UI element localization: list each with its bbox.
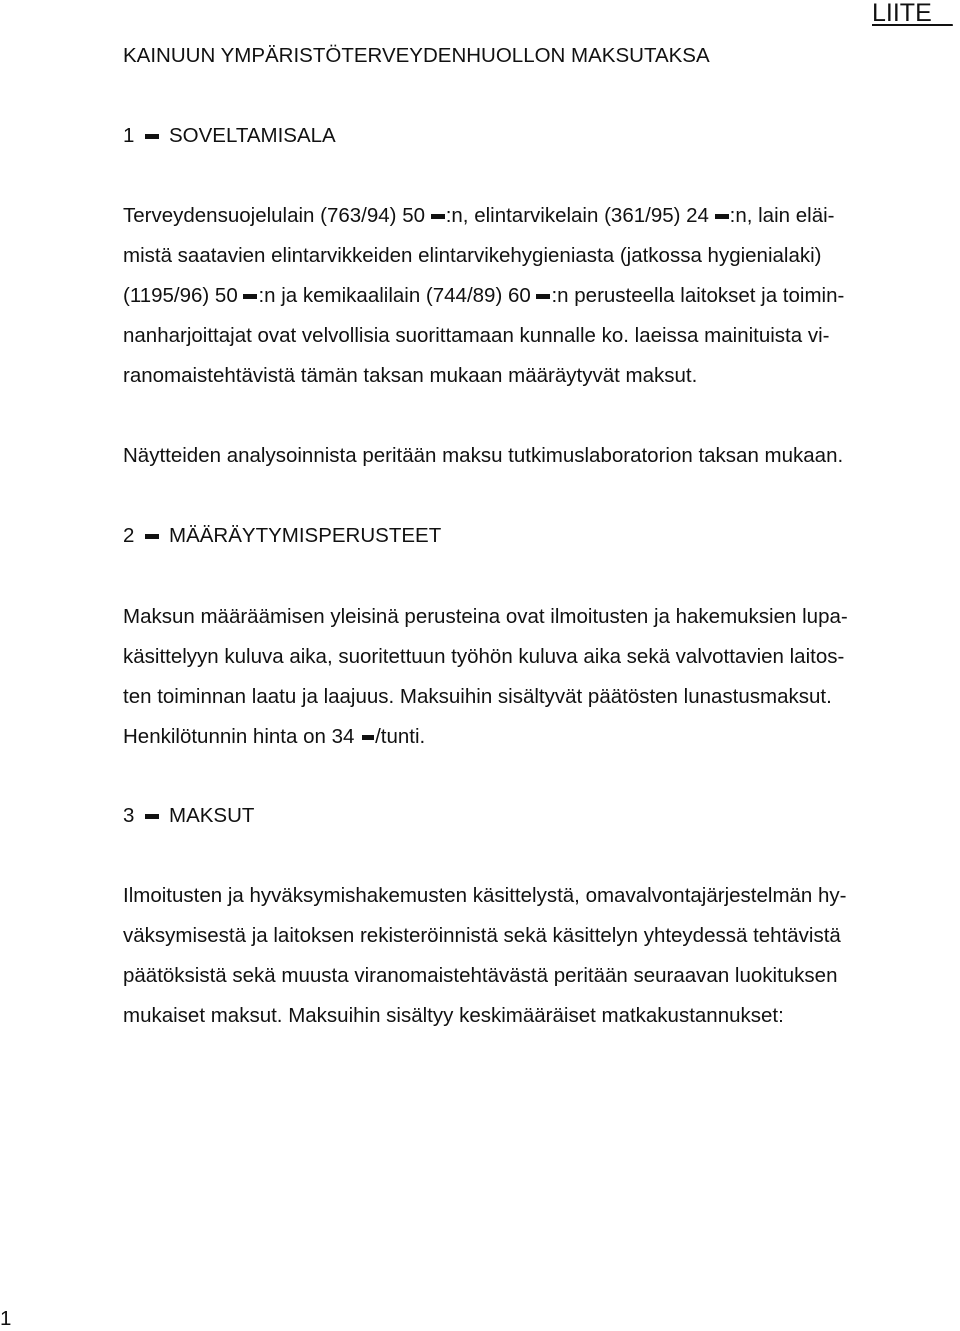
section-3-paragraph-1 — [123, 876, 935, 1036]
section-sign-glyph — [715, 214, 729, 219]
text-line: Maksun määräämisen yleisinä perusteina ovat ilmoitusten ja hakemuksien lupa- — [123, 605, 848, 628]
euro-sign-glyph — [362, 735, 374, 740]
text-line: mistä saatavien elintarvikkeiden elintarvikehygieniasta (jatkossa hygienialaki) — [123, 244, 822, 267]
section-sign-glyph — [145, 134, 159, 139]
section-2-paragraph-1 — [123, 597, 935, 757]
text-line: käsittelyyn kuluva aika, suoritettuun työhön kuluva aika sekä valvottavien laitos- — [123, 645, 845, 668]
text-line: nanharjoittajat ovat velvollisia suorittamaan kunnalle ko. laeissa mainituista vi- — [123, 324, 830, 347]
text-line: Näytteiden analysoinnista peritään maksu tutkimuslaboratorion taksan mukaan. — [123, 444, 844, 467]
text-line: ranomaistehtävistä tämän taksan mukaan määräytyvät maksut. — [123, 364, 698, 387]
section-number: 1 — [123, 124, 135, 147]
text-line: ten toiminnan laatu ja laajuus. Maksuihin sisältyvät päätösten lunastusmaksut. — [123, 685, 832, 708]
section-title: MAKSUT — [169, 804, 255, 827]
section-1-paragraph-2 — [123, 436, 935, 476]
text-line: väksymisestä ja laitoksen rekisteröinnistä sekä käsittelyn yhteydessä tehtävistä — [123, 924, 841, 947]
section-title: SOVELTAMISALA — [169, 124, 336, 147]
section-sign-glyph — [145, 534, 159, 539]
text-line: (1195/96) 50 :n ja kemikaalilain (744/89) 60 :n perusteella laitokset ja toimin- — [123, 284, 845, 307]
section-title: MÄÄRÄYTYMISPERUSTEET — [169, 524, 442, 547]
page-number: 1 — [0, 1307, 12, 1330]
section-sign-glyph — [145, 814, 159, 819]
section-1-heading — [123, 123, 336, 149]
section-number: 2 — [123, 524, 135, 547]
text-line: mukaiset maksut. Maksuihin sisältyy keskimääräiset matkakustannukset: — [123, 1004, 784, 1027]
attachment-label: LIITE _ — [872, 0, 953, 27]
section-2-heading — [123, 523, 441, 549]
text-line: Ilmoitusten ja hyväksymishakemusten käsittelystä, omavalvontajärjestelmän hy- — [123, 884, 847, 907]
document-title: KAINUUN YMPÄRISTÖTERVEYDENHUOLLON MAKSUTAKSA — [123, 44, 710, 67]
section-3-heading — [123, 803, 254, 829]
text-line: Terveydensuojelulain (763/94) 50 :n, elintarvikelain (361/95) 24 :n, lain eläi- — [123, 204, 835, 227]
text-line: päätöksistä sekä muusta viranomaistehtävästä peritään seuraavan luokituksen — [123, 964, 838, 987]
section-sign-glyph — [431, 214, 445, 219]
section-1-paragraph-1 — [123, 196, 935, 396]
section-number: 3 — [123, 804, 135, 827]
section-sign-glyph — [243, 294, 257, 299]
text-line: Henkilötunnin hinta on 34 /tunti. — [123, 725, 426, 748]
section-sign-glyph — [536, 294, 550, 299]
